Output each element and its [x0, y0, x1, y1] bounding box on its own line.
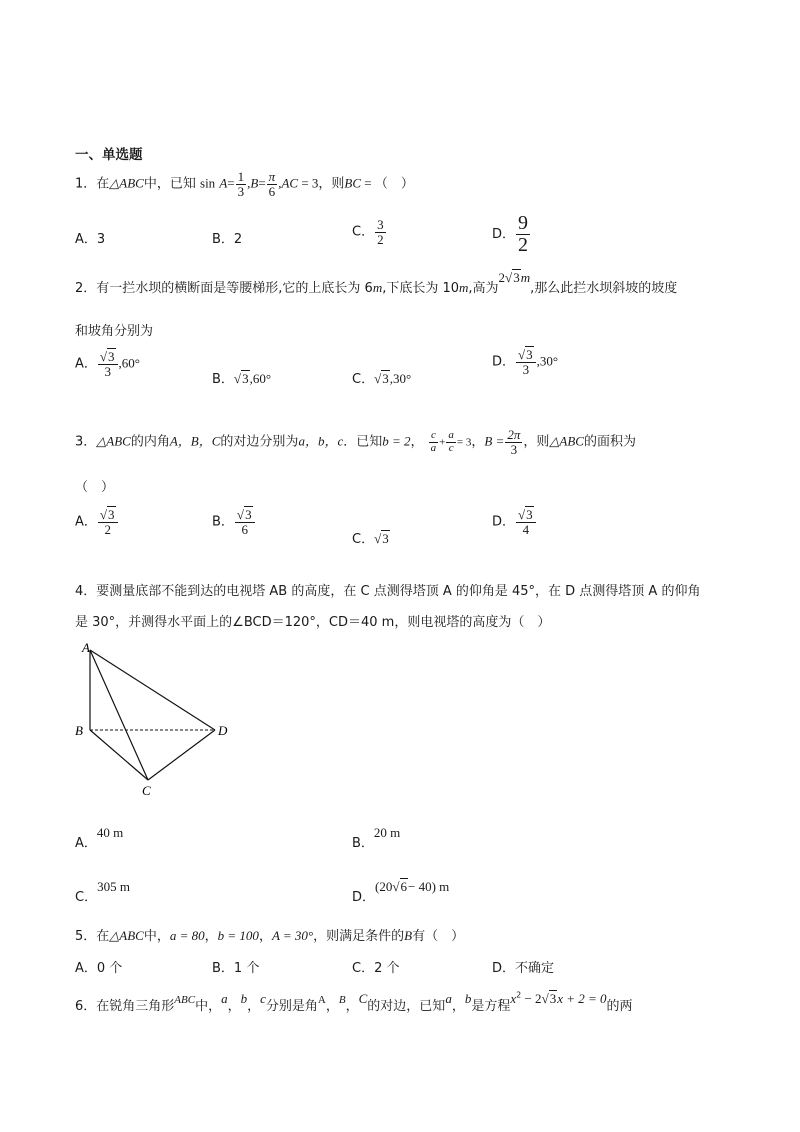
- q3-option-c[interactable]: C．√3: [352, 531, 389, 547]
- q3-option-d[interactable]: D． $\frac{√3}{4}$: [492, 508, 537, 536]
- q1-option-b[interactable]: B．2: [212, 232, 243, 247]
- edge-BC: [90, 730, 148, 780]
- q2-option-c[interactable]: C．√3,30°: [352, 371, 412, 387]
- q4-option-c[interactable]: C．305 m: [75, 879, 130, 905]
- q1-option-c[interactable]: C． $\frac{3}{2}$: [352, 217, 384, 247]
- section-title: 一、单选题: [75, 147, 143, 163]
- q4-option-a[interactable]: A．40 m: [75, 825, 124, 851]
- q5-option-c[interactable]: C．2 个: [352, 961, 400, 976]
- q3-option-a[interactable]: A． $\frac{√3}{2}$: [75, 508, 119, 536]
- question-3-stem: 3．△ABC的内角A，B，C的对边分别为a，b，c．已知b = 2， $\frac{c}{a}$ + $\frac{a}{c}$ = 3，B = $\frac{2\pi}{3}$ ，则△ABC的面积为: [75, 427, 636, 457]
- q5-option-d[interactable]: D．不确定: [492, 961, 555, 976]
- question-4-stem-line1: 4．要测量底部不能到达的电视塔 AB 的高度，在 C 点测得塔顶 A 的仰角是 45°，在 D 点测得塔顶 A 的仰角: [75, 584, 701, 599]
- q5-option-b[interactable]: B．1 个: [212, 961, 260, 976]
- q4-option-d[interactable]: D．(20√6− 40) m: [352, 879, 450, 905]
- edge-AC: [90, 650, 148, 780]
- question-6-stem: 6．在锐角三角形$^{ABC}$中，a，b，c分别是角$^A$，$^B$，C的对边，已知a，b是方程$x^2 - 2√3x + 2 = 0$的两: [75, 990, 633, 1014]
- question-3-paren: （ ）: [75, 480, 115, 495]
- q2-option-b[interactable]: B．√3,60°: [212, 371, 272, 387]
- question-2-stem-line1: 2．有一拦水坝的横断面是等腰梯形,它的上底长为 6m,下底长为 10m,高为2√3m,那么此拦水坝斜坡的坡度: [75, 270, 678, 296]
- q1-option-a[interactable]: A．3: [75, 232, 106, 247]
- label-B: B: [75, 723, 83, 738]
- edge-CD: [148, 730, 215, 780]
- q5-option-a[interactable]: A．0 个: [75, 961, 123, 976]
- pyramid-figure: [70, 640, 240, 800]
- label-A: A: [82, 640, 90, 655]
- q4-option-b[interactable]: B．20 m: [352, 825, 401, 851]
- question-4-stem-line2: 是 30°，并测得水平面上的∠BCD＝120°，CD＝40 m，则电视塔的高度为（ ）: [75, 615, 551, 630]
- question-5-stem: 5．在△ABC中，a = 80，b = 100，A = 30°，则满足条件的B有（ ）: [75, 928, 465, 944]
- question-2-stem-line2: 和坡角分别为: [75, 324, 154, 339]
- q2-option-a[interactable]: A． $\frac{√3}{3}$ ,60°: [75, 349, 140, 379]
- label-D: D: [218, 723, 228, 738]
- q3-option-b[interactable]: B． $\frac{√3}{6}$: [212, 508, 256, 536]
- label-C: C: [142, 783, 151, 798]
- q1-option-d[interactable]: D． $\frac{9}{2}$: [492, 212, 529, 256]
- q2-option-d[interactable]: D． $\frac{√3}{3}$ ,30°: [492, 347, 559, 377]
- question-1-stem: 1．在△ABC中，已知 sin A= $\frac{1}{3}$ ,B= $\frac{\pi}{6}$ ,AC = 3，则BC = （ ）: [75, 169, 414, 199]
- edge-AD: [90, 650, 215, 730]
